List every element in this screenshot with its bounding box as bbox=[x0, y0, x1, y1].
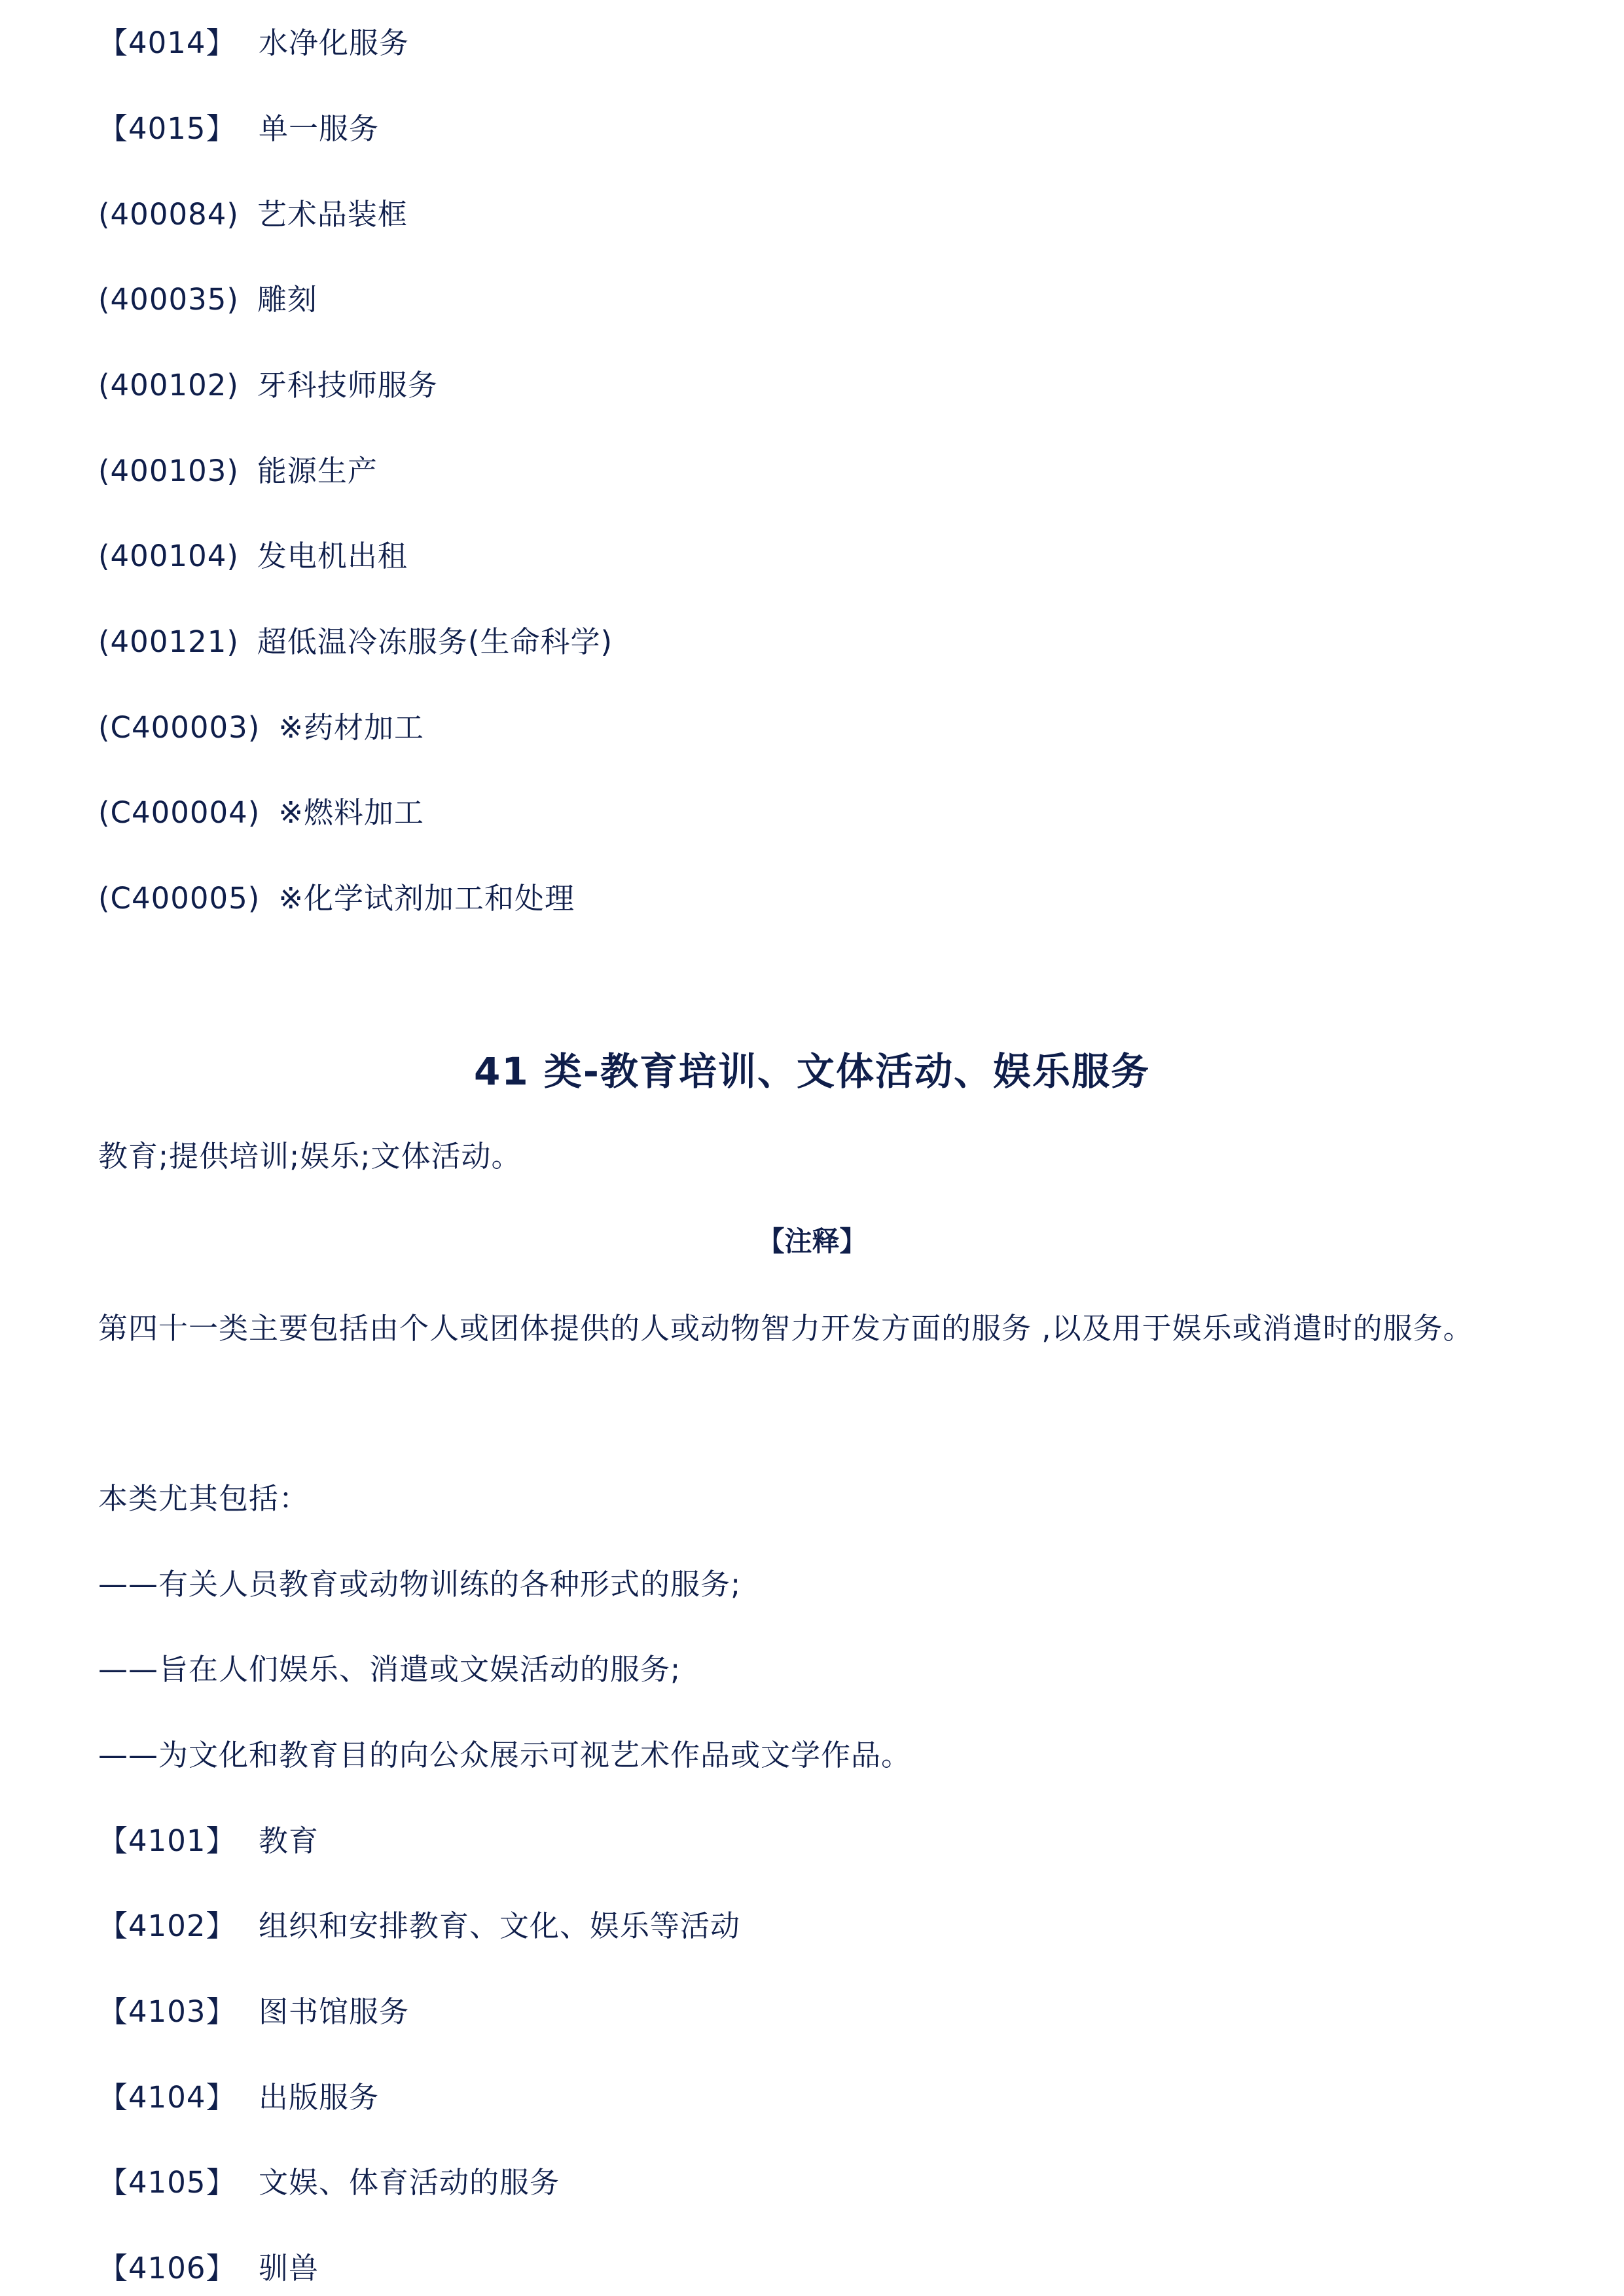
includes-item: ——旨在人们娱乐、消遣或文娱活动的服务; bbox=[98, 1652, 681, 1687]
section-summary: 教育;提供培训;娱乐;文体活动。 bbox=[98, 1139, 522, 1174]
list-item bbox=[98, 24, 409, 63]
item-text: ※燃料加工 bbox=[278, 795, 425, 830]
item-code: 【4014】 bbox=[98, 26, 236, 60]
item-text: ※化学试剂加工和处理 bbox=[278, 881, 575, 916]
item-text: 文娱、体育活动的服务 bbox=[259, 2165, 560, 2200]
item-code: 【4101】 bbox=[98, 1823, 236, 1858]
section-title: 41 类-教育培训、文体活动、娱乐服务 bbox=[474, 1049, 1150, 1094]
list-item bbox=[98, 452, 378, 491]
item-text: 出版服务 bbox=[259, 2080, 380, 2115]
item-text: 雕刻 bbox=[257, 282, 317, 317]
item-text: ※药材加工 bbox=[278, 710, 425, 745]
list-item bbox=[98, 2078, 379, 2117]
list-item bbox=[98, 366, 438, 405]
item-text: 能源生产 bbox=[257, 454, 378, 488]
list-item bbox=[98, 2163, 560, 2202]
list-item bbox=[98, 2249, 319, 2288]
list-item bbox=[98, 793, 424, 833]
note-heading: 【注释】 bbox=[757, 1225, 867, 1257]
item-code: (400104) bbox=[98, 539, 239, 573]
item-text: 艺术品装框 bbox=[257, 197, 408, 232]
list-item bbox=[98, 109, 379, 149]
list-item bbox=[98, 1907, 740, 1946]
item-text: 单一服务 bbox=[259, 111, 380, 146]
item-text: 驯兽 bbox=[259, 2251, 319, 2286]
list-item bbox=[98, 622, 613, 662]
item-code: (C400003) bbox=[98, 710, 261, 745]
item-code: 【4104】 bbox=[98, 2080, 236, 2115]
list-item bbox=[98, 1992, 409, 2032]
item-code: 【4102】 bbox=[98, 1909, 236, 1943]
item-code: (400084) bbox=[98, 197, 239, 232]
item-text: 牙科技师服务 bbox=[257, 368, 438, 403]
includes-label: 本类尤其包括： bbox=[98, 1481, 310, 1516]
list-item bbox=[98, 1821, 319, 1861]
item-code: (400035) bbox=[98, 282, 239, 317]
list-item bbox=[98, 708, 424, 747]
item-code: (C400004) bbox=[98, 795, 261, 830]
item-text: 发电机出租 bbox=[257, 539, 408, 573]
includes-item: ——为文化和教育目的向公众展示可视艺术作品或文学作品。 bbox=[98, 1738, 912, 1772]
item-text: 超低温冷冻服务(生命科学) bbox=[257, 624, 613, 659]
item-code: (C400005) bbox=[98, 881, 261, 916]
item-code: 【4015】 bbox=[98, 111, 236, 146]
item-text: 水净化服务 bbox=[259, 26, 410, 60]
list-item bbox=[98, 537, 408, 576]
item-code: (400121) bbox=[98, 624, 239, 659]
item-text: 组织和安排教育、文化、娱乐等活动 bbox=[259, 1909, 741, 1943]
item-code: 【4105】 bbox=[98, 2165, 236, 2200]
list-item bbox=[98, 879, 575, 918]
item-text: 教育 bbox=[259, 1823, 319, 1858]
item-code: (400103) bbox=[98, 454, 239, 488]
includes-item: ——有关人员教育或动物训练的各种形式的服务; bbox=[98, 1567, 742, 1602]
item-code: 【4103】 bbox=[98, 1994, 236, 2029]
note-paragraph: 第四十一类主要包括由个人或团体提供的人或动物智力开发方面的服务 ,以及用于娱乐或消遣时的服务。 bbox=[98, 1311, 1473, 1346]
item-code: 【4106】 bbox=[98, 2251, 236, 2286]
item-text: 图书馆服务 bbox=[259, 1994, 410, 2029]
list-item bbox=[98, 195, 408, 234]
item-code: (400102) bbox=[98, 368, 239, 403]
list-item bbox=[98, 280, 317, 319]
